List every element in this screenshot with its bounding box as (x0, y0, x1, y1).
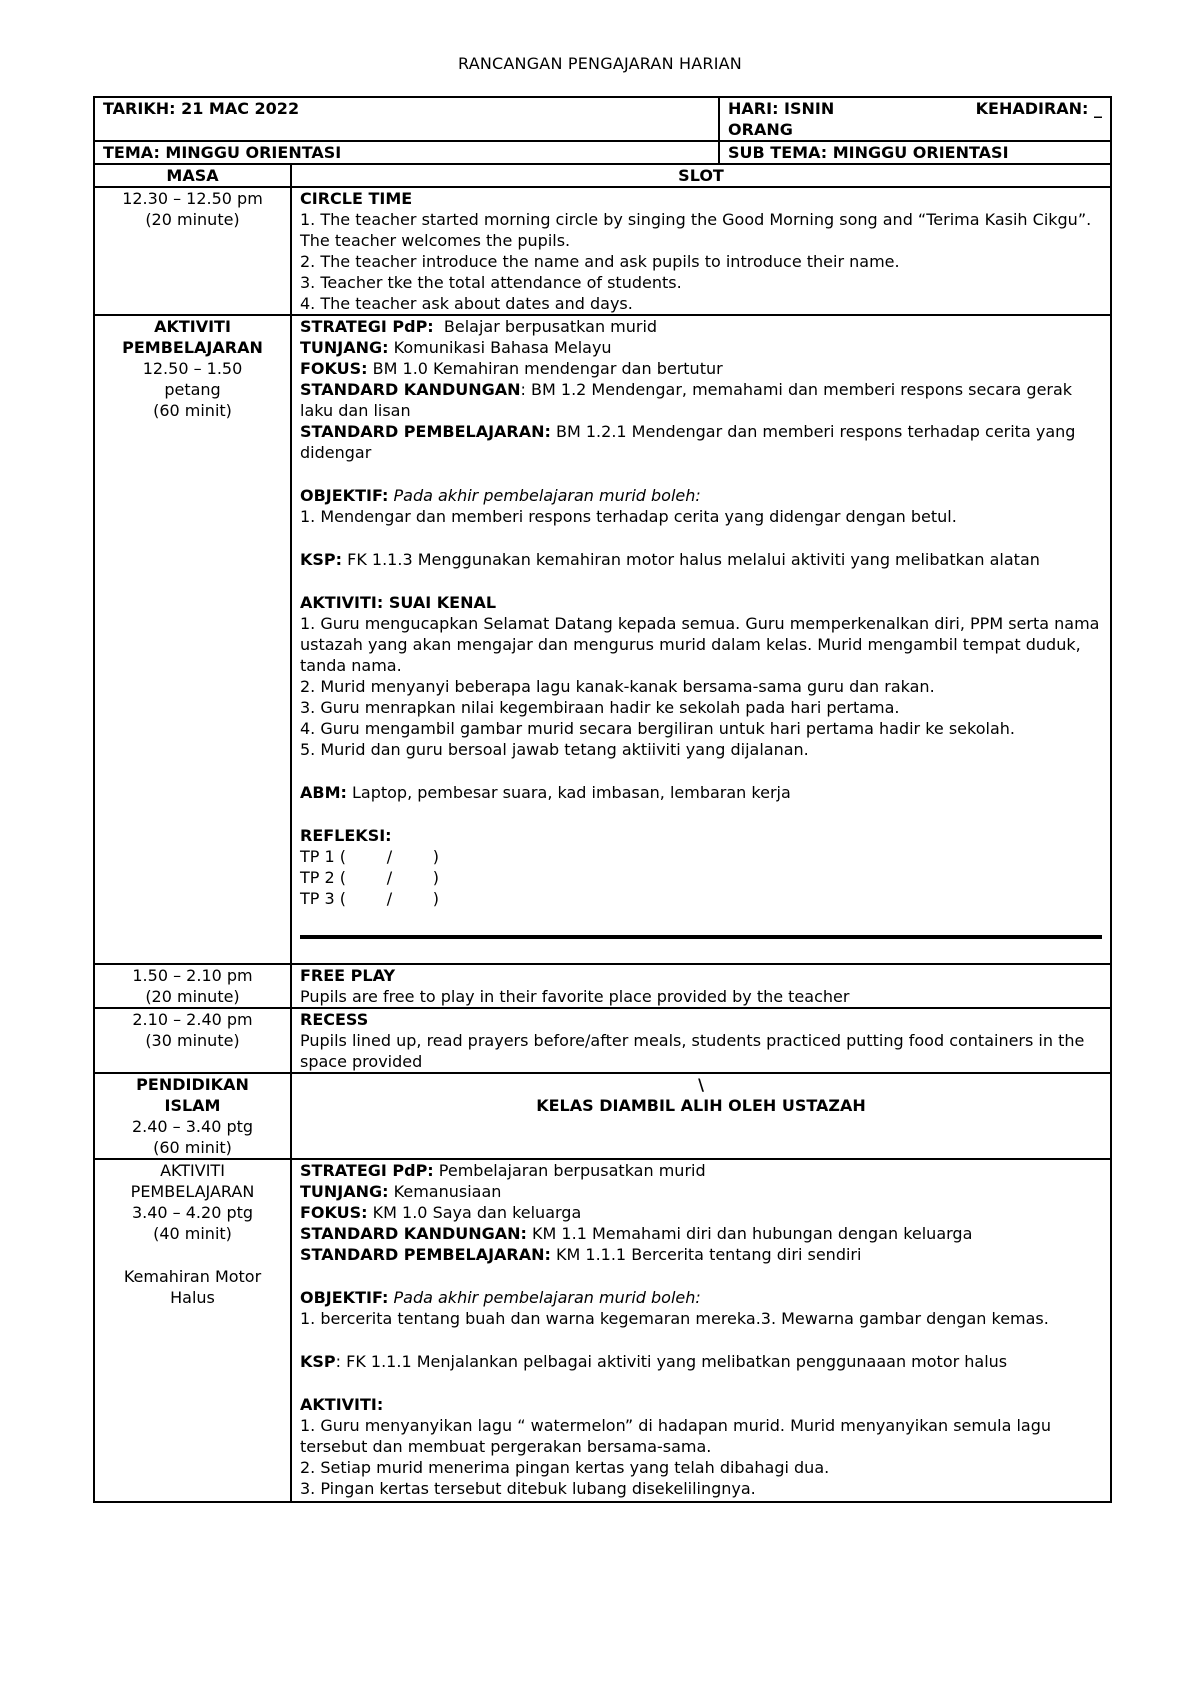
sp-label: STANDARD PEMBELAJARAN: (300, 422, 551, 441)
column-header-row (94, 164, 1111, 187)
ksp-value: : FK 1.1.1 Menjalankan pelbagai aktiviti yang melibatkan penggunaaan motor halus (335, 1352, 1008, 1371)
sk-label: STANDARD KANDUNGAN (300, 380, 521, 399)
aktiviti-1-slot (291, 315, 1111, 964)
tp-line: TP 1 ( / ) (300, 847, 440, 866)
objektif-label: OBJEKTIF: (300, 486, 389, 505)
objektif-line (300, 485, 1102, 506)
free-play-duration: (20 minute) (145, 987, 240, 1006)
pendidikan-islam-slot (291, 1073, 1111, 1159)
subtema-text: SUB TEMA: MINGGU ORIENTASI (728, 143, 1009, 162)
aktiviti-2-time: 3.40 – 4.20 ptg (131, 1203, 254, 1222)
aktiviti-1-row (94, 315, 1111, 964)
free-play-time: 1.50 – 2.10 pm (132, 966, 253, 985)
kelas-diambil-text: KELAS DIAMBIL ALIH OLEH USTAZAH (536, 1096, 866, 1115)
circle-line: 4. The teacher ask about dates and days. (300, 294, 633, 313)
objektif-label: OBJEKTIF: (300, 1288, 389, 1307)
strategi-label: STRATEGI PdP: (300, 1161, 434, 1180)
refleksi-label: REFLEKSI: (300, 826, 392, 845)
spacer (300, 463, 1102, 485)
circle-time-time: 12.30 – 12.50 pm (122, 189, 263, 208)
aktiviti-heading: AKTIVITI: (300, 1395, 384, 1414)
backslash-mark: \ (698, 1075, 704, 1094)
abm-label: ABM: (300, 783, 347, 802)
spacer (300, 760, 1102, 782)
tarikh-cell (94, 97, 719, 141)
aktiviti-item: 3. Guru menrapkan nilai kegembiraan hadir ke sekolah pada hari pertama. (300, 698, 900, 717)
aktiviti-item: 2. Setiap murid menerima pingan kertas yang telah dibahagi dua. (300, 1458, 830, 1477)
islam-time: 2.40 – 3.40 ptg (131, 1117, 254, 1136)
kemahiran-motor-label: Kemahiran Motor (123, 1267, 262, 1286)
aktiviti-heading: AKTIVITI: SUAI KENAL (300, 593, 497, 612)
aktiviti-1-duration: (60 minit) (153, 401, 232, 420)
aktiviti-item: 1. Guru mengucapkan Selamat Datang kepada semua. Guru memperkenalkan diri, PPM serta nama ustazah yang akan mengajar dan mengurus murid dalam kelas. Murid mengambil tempat duduk, tanda nama. (300, 614, 1100, 675)
pendidikan-label: PENDIDIKAN (136, 1075, 249, 1094)
ksp-label: KSP: (300, 550, 343, 569)
recess-heading: RECESS (300, 1010, 369, 1029)
spacer (103, 1244, 282, 1266)
aktiviti-2-label-2: PEMBELAJARAN (130, 1182, 255, 1201)
aktiviti-item: 2. Murid menyanyi beberapa lagu kanak-kanak bersama-sama guru dan rakan. (300, 677, 935, 696)
header-row-2 (94, 141, 1111, 164)
recess-duration: (30 minute) (145, 1031, 240, 1050)
fokus-label: FOKUS: (300, 359, 368, 378)
subtema-cell (719, 141, 1111, 164)
objektif-line (300, 1287, 1102, 1308)
circle-time-masa (94, 187, 291, 315)
free-play-row (94, 964, 1111, 1008)
circle-line: 1. The teacher started morning circle by singing the Good Morning song and “Terima Kasih Cikgu”. The teacher welcomes the pupils. (300, 210, 1092, 250)
aktiviti-item: 4. Guru mengambil gambar murid secara bergiliran untuk hari pertama hadir ke sekolah. (300, 719, 1015, 738)
strategi-line (300, 316, 1102, 337)
ksp-line (300, 1351, 1102, 1372)
tunjang-label: TUNJANG: (300, 1182, 389, 1201)
pendidikan-islam-masa (94, 1073, 291, 1159)
hari-text: HARI: ISNIN (728, 99, 835, 118)
aktiviti-2-duration: (40 minit) (153, 1224, 232, 1243)
abm-line (300, 782, 1102, 803)
recess-row (94, 1008, 1111, 1073)
sp-line (300, 1244, 1102, 1265)
spacer (300, 1372, 1102, 1394)
fokus-label: FOKUS: (300, 1203, 368, 1222)
free-play-text: Pupils are free to play in their favorite place provided by the teacher (300, 987, 850, 1006)
fokus-value: BM 1.0 Kemahiran mendengar dan bertutur (367, 359, 723, 378)
free-play-slot (291, 964, 1111, 1008)
ksp-value: FK 1.1.3 Menggunakan kemahiran motor halus melalui aktiviti yang melibatkan alatan (342, 550, 1040, 569)
aktiviti-2-masa (94, 1159, 291, 1502)
slot-header: SLOT (291, 164, 1111, 187)
header-row-1 (94, 97, 1111, 141)
recess-time: 2.10 – 2.40 pm (132, 1010, 253, 1029)
aktiviti-item: 3. Pingan kertas tersebut ditebuk lubang disekelilingnya. (300, 1479, 756, 1498)
recess-text: Pupils lined up, read prayers before/after meals, students practiced putting food containers in the space provided (300, 1031, 1085, 1071)
aktiviti-2-row (94, 1159, 1111, 1502)
recess-slot (291, 1008, 1111, 1073)
sp-label: STANDARD PEMBELAJARAN: (300, 1245, 551, 1264)
objektif-intro: Pada akhir pembelajaran murid boleh: (388, 1288, 701, 1307)
tema-cell (94, 141, 719, 164)
strategi-value: Pembelajaran berpusatkan murid (433, 1161, 706, 1180)
sp-value: BM 1.2.1 Mendengar dan memberi respons terhadap cerita yang didengar (300, 422, 1076, 462)
document-title: RANCANGAN PENGAJARAN HARIAN (458, 54, 742, 73)
ksp-label: KSP (300, 1352, 336, 1371)
free-play-masa (94, 964, 291, 1008)
circle-line: 2. The teacher introduce the name and ask pupils to introduce their name. (300, 252, 900, 271)
abm-value: Laptop, pembesar suara, kad imbasan, lembaran kerja (346, 783, 791, 802)
orang-text: ORANG (728, 120, 793, 139)
strategi-line (300, 1160, 1102, 1181)
circle-line: 3. Teacher tke the total attendance of students. (300, 273, 682, 292)
circle-time-heading: CIRCLE TIME (300, 189, 413, 208)
tunjang-value: Komunikasi Bahasa Melayu (388, 338, 612, 357)
circle-time-row (94, 187, 1111, 315)
tp-line: TP 2 ( / ) (300, 868, 440, 887)
sk-value: KM 1.1 Memahami diri dan hubungan dengan keluarga (526, 1224, 973, 1243)
spacer (300, 570, 1102, 592)
tunjang-line (300, 1181, 1102, 1202)
aktiviti-1-time: 12.50 – 1.50 (142, 359, 243, 378)
spacer (300, 1329, 1102, 1351)
pendidikan-islam-row (94, 1073, 1111, 1159)
hari-cell (719, 97, 1111, 141)
objektif-intro: Pada akhir pembelajaran murid boleh: (388, 486, 701, 505)
objektif-item: 1. Mendengar dan memberi respons terhadap cerita yang didengar dengan betul. (300, 507, 957, 526)
sp-value: KM 1.1.1 Bercerita tentang diri sendiri (550, 1245, 862, 1264)
lesson-plan-table (93, 96, 1112, 1503)
strategi-label: STRATEGI PdP: (300, 317, 434, 336)
recess-masa (94, 1008, 291, 1073)
aktiviti-item: 5. Murid dan guru bersoal jawab tetang aktiiviti yang dijalanan. (300, 740, 809, 759)
aktiviti-2-label: AKTIVITI (160, 1161, 225, 1180)
strategi-value: Belajar berpusatkan murid (433, 317, 658, 336)
sk-line (300, 1223, 1102, 1244)
aktiviti-2-slot (291, 1159, 1111, 1502)
fokus-line (300, 358, 1102, 379)
tarikh-text: TARIKH: 21 MAC 2022 (103, 99, 300, 118)
tema-text: TEMA: MINGGU ORIENTASI (103, 143, 342, 162)
spacer (300, 1265, 1102, 1287)
ksp-line (300, 549, 1102, 570)
sk-line (300, 379, 1102, 421)
free-play-heading: FREE PLAY (300, 966, 396, 985)
tunjang-value: Kemanusiaan (388, 1182, 502, 1201)
tunjang-label: TUNJANG: (300, 338, 389, 357)
masa-header: MASA (94, 164, 291, 187)
aktiviti-1-time-suffix: petang (164, 380, 221, 399)
islam-duration: (60 minit) (153, 1138, 232, 1157)
spacer (300, 527, 1102, 549)
circle-time-slot (291, 187, 1111, 315)
aktiviti-1-label-2: PEMBELAJARAN (122, 338, 263, 357)
aktiviti-1-masa (94, 315, 291, 964)
fokus-line (300, 1202, 1102, 1223)
sp-line (300, 421, 1102, 463)
sk-label: STANDARD KANDUNGAN: (300, 1224, 527, 1243)
circle-time-duration: (20 minute) (145, 210, 240, 229)
objektif-item: 1. bercerita tentang buah dan warna kegemaran mereka.3. Mewarna gambar dengan kemas. (300, 1309, 1049, 1328)
kehadiran-text: KEHADIRAN: _ (975, 99, 1103, 118)
halus-label: Halus (170, 1288, 215, 1307)
aktiviti-1-label: AKTIVITI (154, 317, 231, 336)
islam-label: ISLAM (164, 1096, 221, 1115)
fokus-value: KM 1.0 Saya dan keluarga (367, 1203, 582, 1222)
spacer (300, 803, 1102, 825)
aktiviti-item: 1. Guru menyanyikan lagu “ watermelon” di hadapan murid. Murid menyanyikan semula lagu tersebut dan membuat pergerakan bersama-sama. (300, 1416, 1051, 1456)
sk-value: : BM 1.2 Mendengar, memahami dan memberi respons secara gerak laku dan lisan (300, 380, 1073, 420)
tunjang-line (300, 337, 1102, 358)
tp-line: TP 3 ( / ) (300, 889, 440, 908)
thick-divider (300, 935, 1102, 939)
